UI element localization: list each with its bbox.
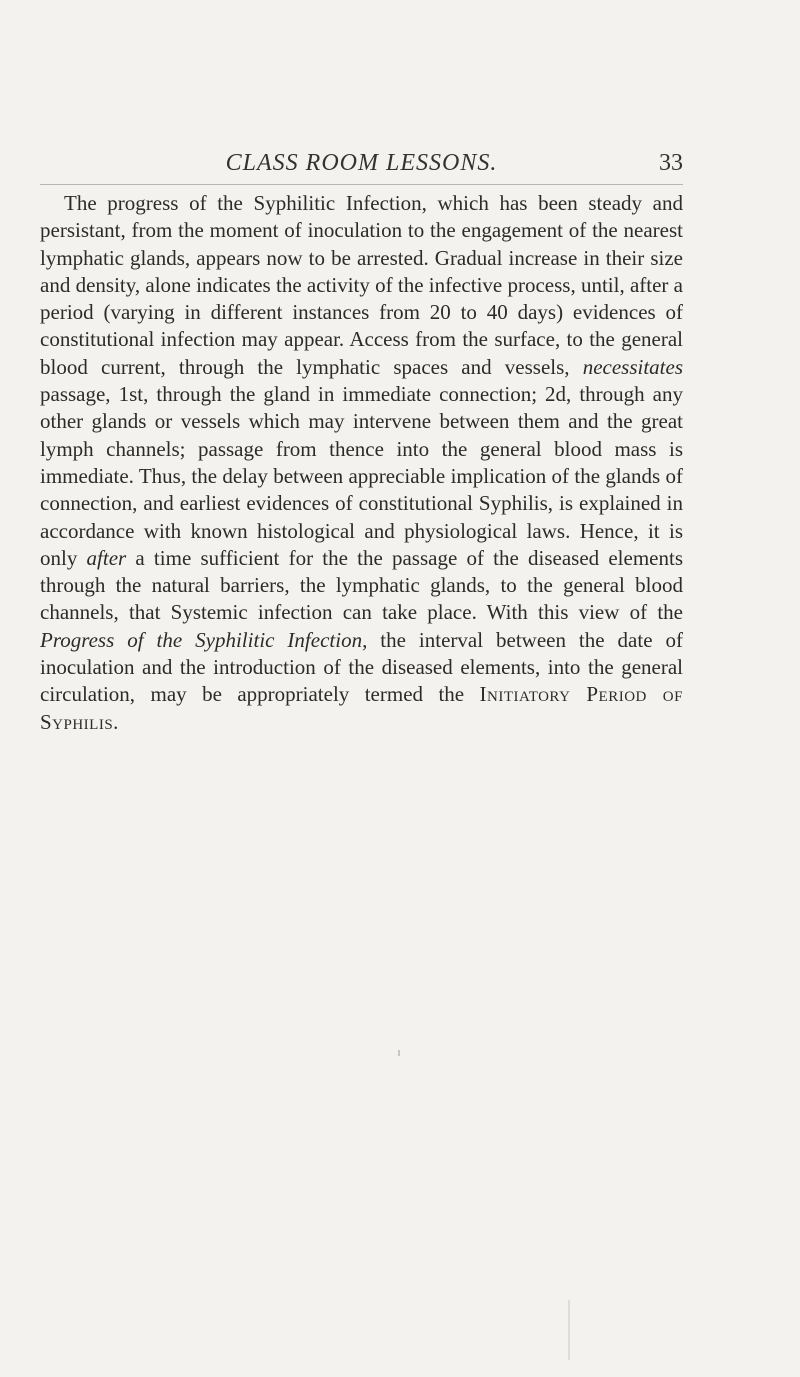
- term-initiatory-period: Initiatory Period of Syphilis.: [40, 682, 683, 734]
- paragraph: [40, 190, 683, 736]
- emphasis-after: after: [86, 545, 127, 570]
- running-title: CLASS ROOM LESSONS.: [225, 150, 498, 176]
- emphasis-progress-title: Progress of the Syphilitic Infection,: [40, 627, 368, 652]
- body-text: [40, 190, 683, 736]
- paper-fleck: [568, 1300, 570, 1360]
- paragraph-text-2: passage, 1st, through the gland in immediate connection; 2d, through any other glands or vessels which may intervene between them and the great lymph channels; passage from thence into the general blood mass is immediate. Thus, the delay between appreciable implication of the glands of connection, and earliest evidences of constitutional Syphilis, is explained in accordance with known histological and physiological laws. Hence, it is only: [40, 382, 683, 570]
- header-rule: [40, 184, 683, 185]
- paragraph-text-4: the interval between the date of inoculation and the introduction of the diseased elements, into the general circulation, may be appropriately termed the: [40, 627, 683, 707]
- paper-fleck: [398, 1050, 400, 1056]
- paragraph-text-1: The progress of the Syphilitic Infection, which has been steady and persistant, from the moment of inoculation to the engagement of the nearest lymphatic glands, appears now to be arrested. Gradual increase in their size and density, alone indicates the activity of the infective process, until, after a period (varying in different instances from 20 to 40 days) evidences of constitutional infection may appear. Access from the surface, to the general blood current, through the lymphatic spaces and vessels,: [40, 191, 683, 379]
- page-number: 33: [659, 150, 683, 176]
- paragraph-text-3: a time sufficient for the the passage of the diseased elements through the natural barriers, the lymphatic glands, to the general blood channels, that Systemic infection can take place. With this view of the: [40, 545, 683, 625]
- emphasis-necessitates: necessitates: [582, 354, 683, 379]
